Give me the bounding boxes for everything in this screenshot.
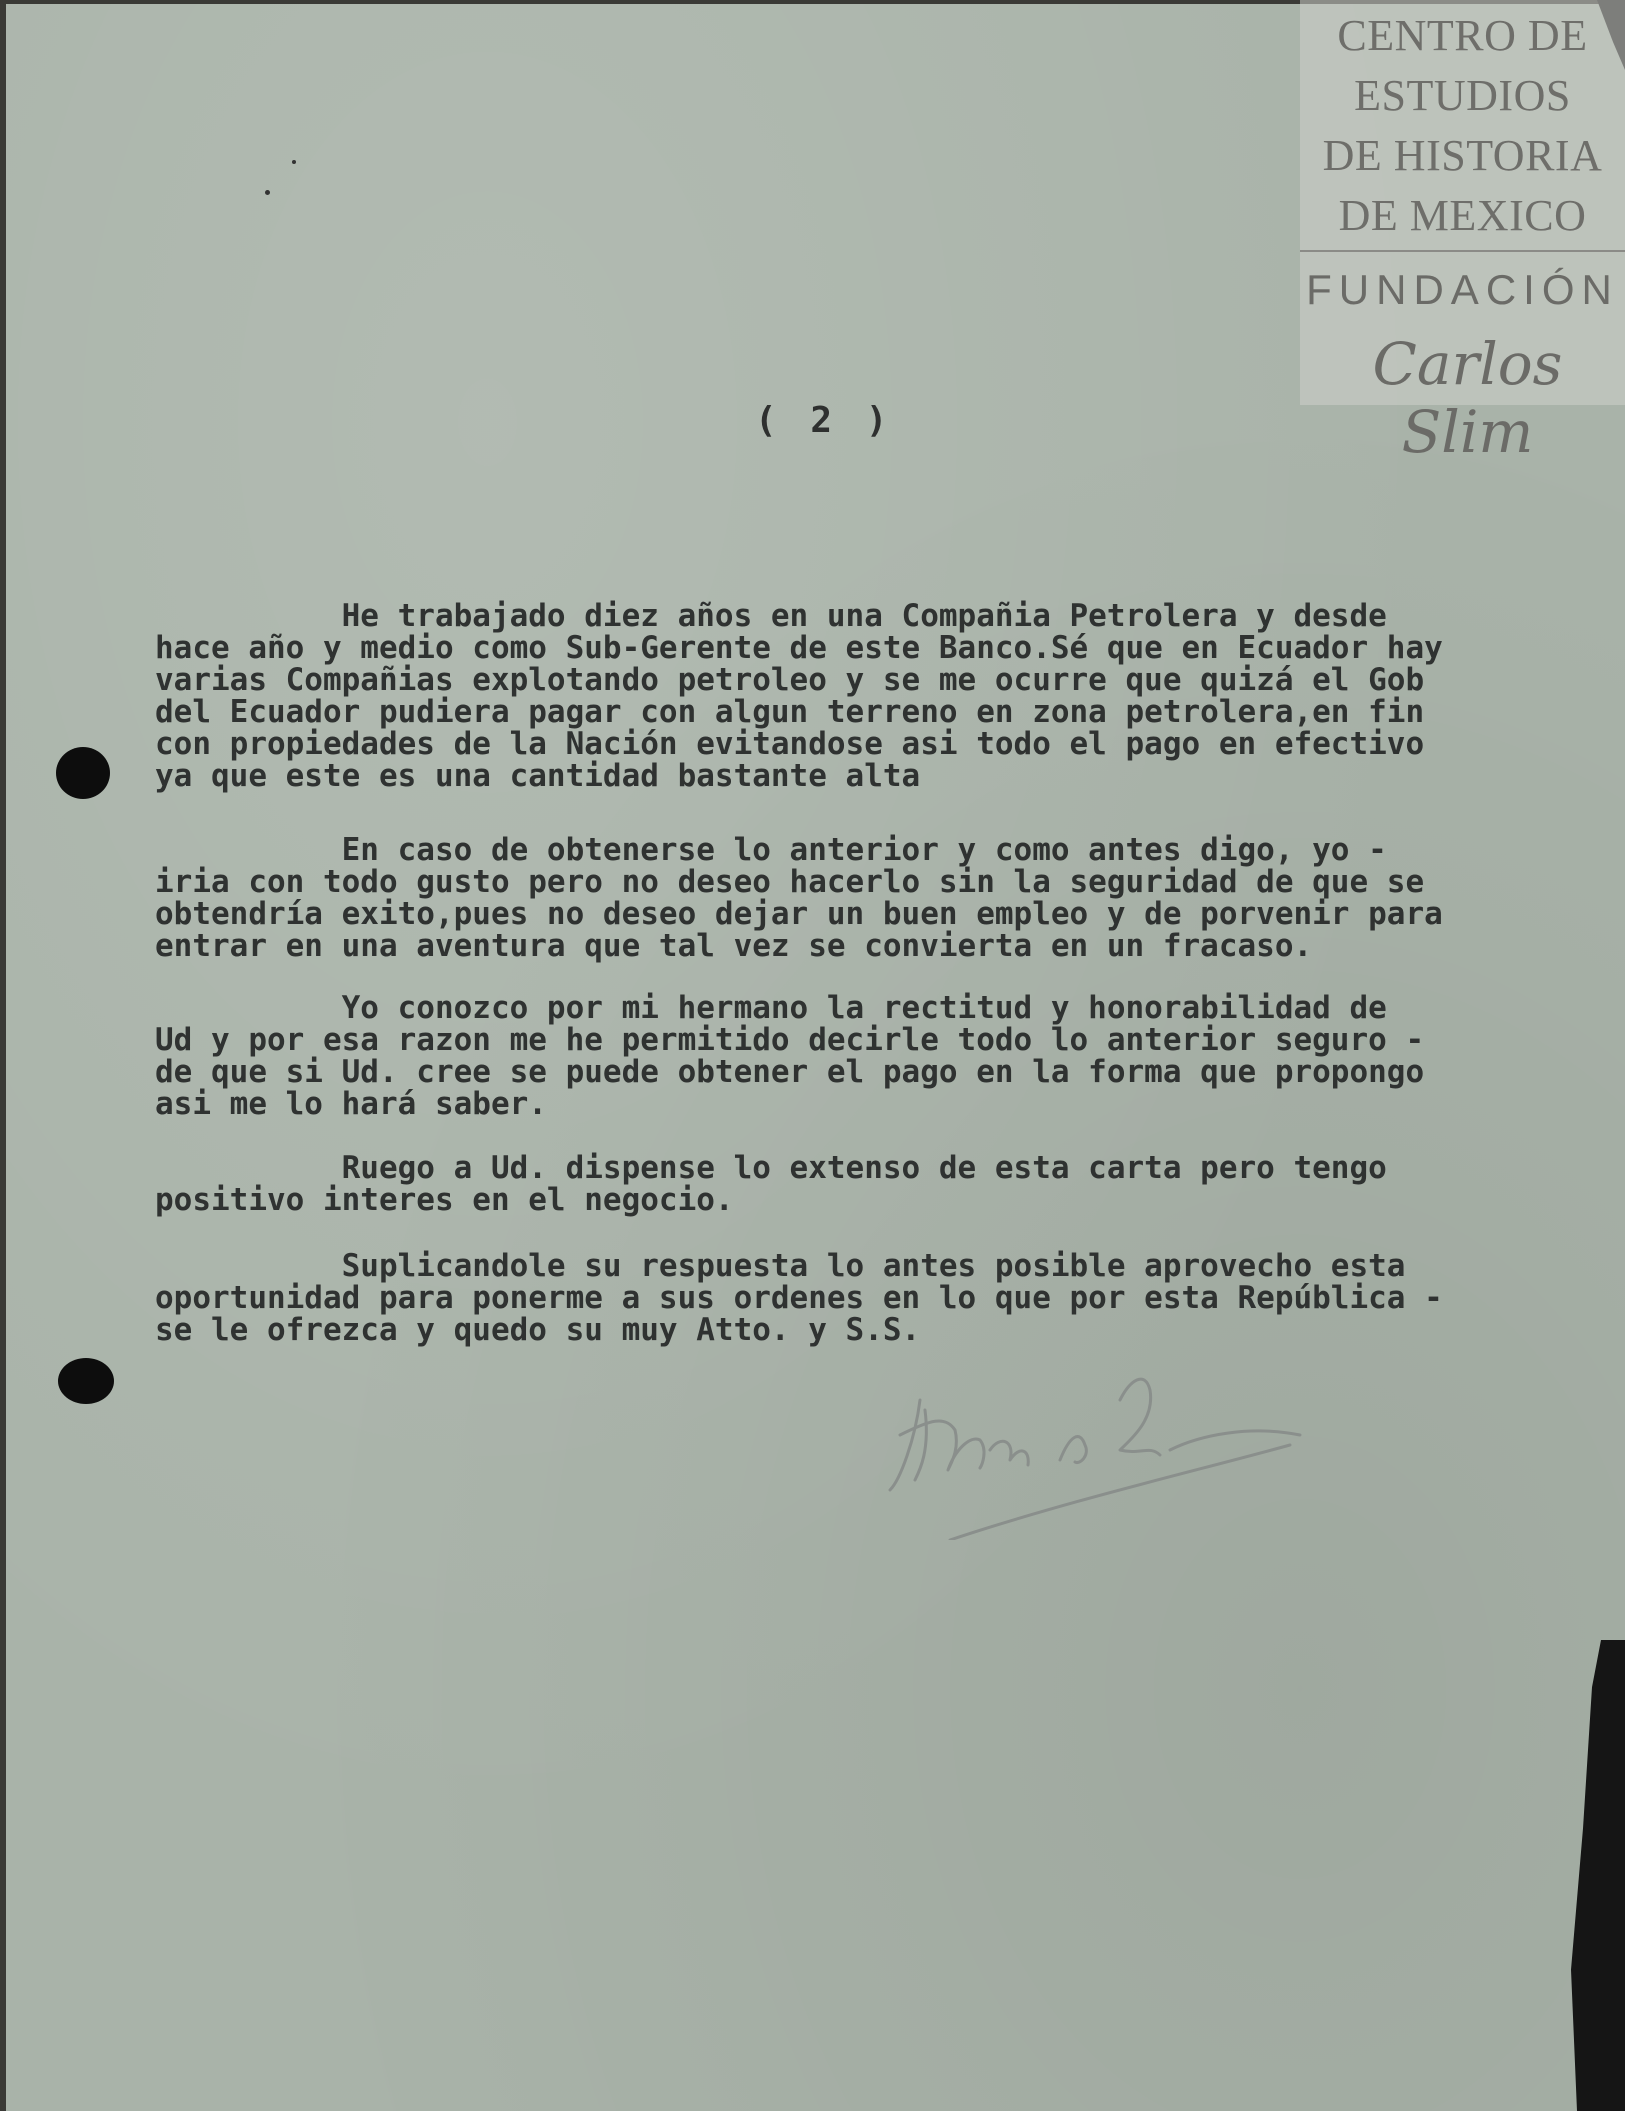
watermark-foundation: FUNDACIÓN bbox=[1306, 266, 1619, 313]
scan-edge-left bbox=[0, 0, 6, 2111]
watermark-line: ESTUDIOS bbox=[1354, 71, 1571, 120]
handwritten-signature bbox=[870, 1340, 1320, 1540]
paragraph: En caso de obtenerse lo anterior y como antes digo, yo - iria con todo gusto pero no deseo hacerlo sin la seguridad de que se obtendría exito,pues no deseo dejar un buen empleo y de porvenir para entrar en una aventura que tal vez se convierta en un fracaso. bbox=[155, 832, 1443, 964]
watermark-line: CENTRO DE bbox=[1337, 11, 1588, 60]
watermark-line: DE HISTORIA bbox=[1322, 131, 1603, 180]
page-number: ( 2 ) bbox=[755, 400, 894, 441]
paragraph: Suplicandole su respuesta lo antes posible aprovecho esta oportunidad para ponerme a sus ordenes en lo que por esta República - se le ofrezca y quedo su muy Atto. y S.S. bbox=[155, 1248, 1443, 1348]
torn-edge bbox=[1565, 1640, 1625, 2111]
paragraph: Ruego a Ud. dispense lo extenso de esta carta pero tengo positivo interes en el negocio. bbox=[155, 1150, 1387, 1218]
paragraph: He trabajado diez años en una Compañia Petrolera y desde hace año y medio como Sub-Gerente de este Banco.Sé que en Ecuador hay varias Compañias explotando petroleo y se me ocurre que quizá el Gob del Ecuador pudiera pagar con algun terreno en zona petrolera,en fin con propiedades de la Nación evitandose asi todo el pago en efectivo ya que este es una cantidad bastante alta bbox=[155, 598, 1443, 794]
watermark-divider bbox=[1300, 250, 1625, 252]
paragraph: Yo conozco por mi hermano la rectitud y honorabilidad de Ud y por esa razon me he permitido decirle todo lo anterior seguro - de que si Ud. cree se puede obtener el pago en la forma que propongo asi me lo hará saber. bbox=[155, 990, 1425, 1122]
punch-hole bbox=[58, 1358, 114, 1404]
paper-speck bbox=[292, 160, 296, 164]
archive-watermark bbox=[1300, 0, 1625, 466]
watermark-sponsor-logo: Carlos Slim bbox=[1372, 330, 1563, 466]
punch-hole bbox=[56, 747, 110, 799]
watermark-line: DE MEXICO bbox=[1338, 191, 1587, 240]
paper-speck bbox=[265, 190, 270, 195]
